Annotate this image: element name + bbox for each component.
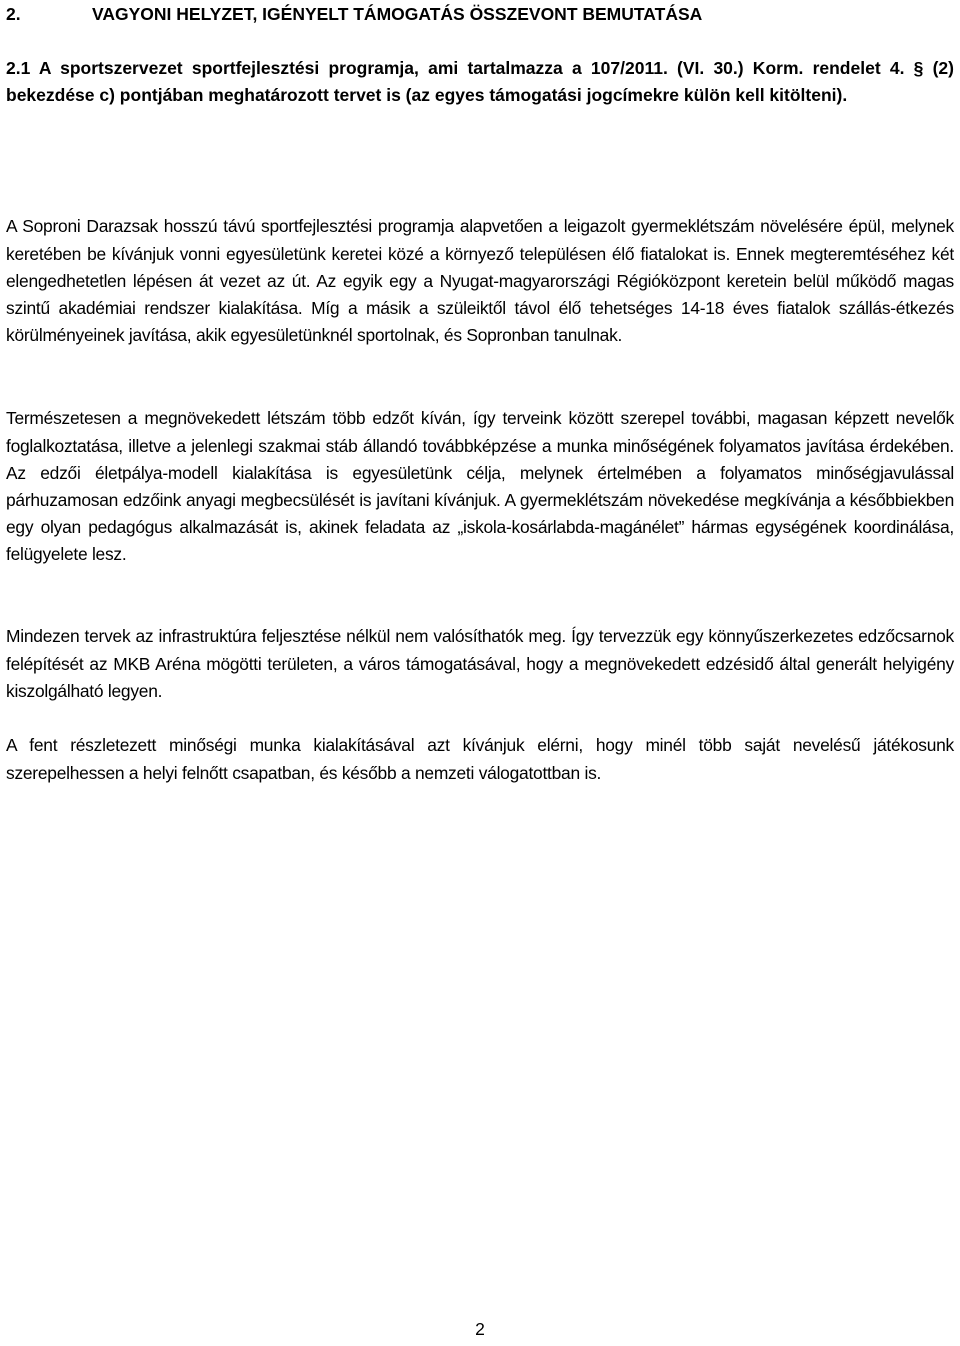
subsection-heading: 2.1 A sportszervezet sportfejlesztési programja, ami tartalmazza a 107/2011. (VI. 30.) Korm. rendelet 4. § (2) bekezdése c) pontjában meghatározott tervet is (az egyes támogatási jogcímekre külön kell kitölteni). — [6, 58, 954, 105]
body-paragraph-1: A Soproni Darazsak hosszú távú sportfejlesztési programja alapvetően a leigazolt gyermeklétszám növelésére épül, melynek keretében be kívánjuk vonni egyesületünk keretei közé a környező településen élő fiatalokat is. Ennek megteremtéséhez két elengedhetetlen lépésen át vezet az út. Az egyik egy a Nyugat-magyarországi Régióközpont keretein belül működő magas szintű akadémiai rendszer kialakítása. Míg a másik a szüleiktől távol élő tehetséges 14-18 éves fiatalok szállás-étkezés körülményeinek javítása, akik egyesületünknél sportolnak, és Sopronban tanulnak. — [6, 216, 954, 346]
section-number: 2. — [6, 4, 21, 24]
body-paragraph-4: A fent részletezett minőségi munka kialakításával azt kívánjuk elérni, hogy minél több saját nevelésű játékosunk szerepelhessen a helyi felnőtt csapatban, és később a nemzeti válogatottban is. — [6, 735, 954, 783]
section-heading — [6, 3, 956, 25]
body-paragraph-2: Természetesen a megnövekedett létszám több edzőt kíván, így terveink között szerepel további, magasan képzett nevelők foglalkoztatása, illetve a jelenlegi szakmai stáb állandó továbbképzése a munka minőségének folyamatos javítása érdekében. Az edzői életpálya-modell kialakítása is egyesületünk célja, melynek értelmében a folyamatos minőségjavulással párhuzamosan edzőink anyagi megbecsülését is javítani kívánjuk. A gyermeklétszám növekedése megkívánja a későbbiekben egy olyan pedagógus alkalmazását is, akinek feladata az „iskola-kosárlabda-magánélet” hármas egységének koordinálása, felügyelete lesz. — [6, 408, 954, 565]
page-number: 2 — [475, 1319, 485, 1339]
section-title: VAGYONI HELYZET, IGÉNYELT TÁMOGATÁS ÖSSZEVONT BEMUTATÁSA — [92, 4, 703, 24]
body-paragraph-3: Mindezen tervek az infrastruktúra feljesztése nélkül nem valósíthatók meg. Így tervezzük egy könnyűszerkezetes edzőcsarnok felépítését az MKB Aréna mögötti területen, a város támogatásával, hogy a megnövekedett edzésidő által generált helyigény kiszolgálható legyen. — [6, 626, 954, 701]
